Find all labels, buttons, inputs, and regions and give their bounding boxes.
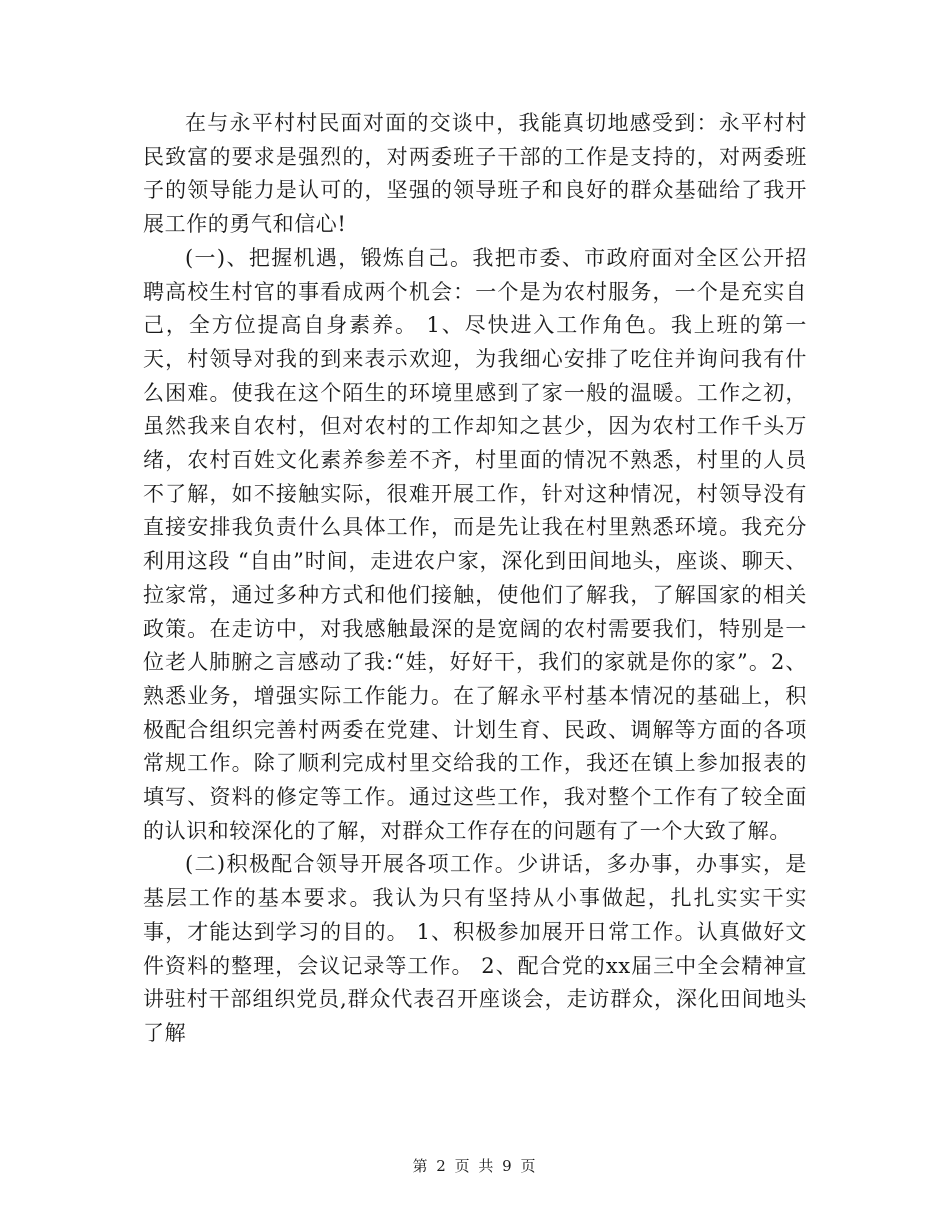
paragraph-2: (一)、把握机遇，锻炼自己。我把市委、市政府面对全区公开招聘高校生村官的事看成两个机会：一个是为农村服务，一个是充实自己，全方位提高自身素养。 1、尽快进入工作角色。我上班的第一天，村领导对我的到来表示欢迎，为我细心安排了吃住并询问我有什么困难。使我在这个陌生的环境里感到了家一般的温暖。工作之初，虽然我来自农村，但对农村的工作却知之甚少，因为农村工作千头万绪，农村百姓文化素养参差不齐，村里面的情况不熟悉，村里的人员不了解，如不接触实际，很难开展工作，针对这种情况，村领导没有直接安排我负责什么具体工作，而是先让我在村里熟悉环境。我充分利用这段 “自由”时间，走进农户家，深化到田间地头，座谈、聊天、拉家常，通过多种方式和他们接触，使他们了解我，了解国家的相关政策。在走访中，对我感触最深的是宽阔的农村需要我们，特别是一位老人肺腑之言感动了我:“娃，好好干，我们的家就是你的家”。2、熟悉业务，增强实际工作能力。在了解永平村基本情况的基础上，积极配合组织完善村两委在党建、计划生育、民政、调解等方面的各项常规工作。除了顺利完成村里交给我的工作，我还在镇上参加报表的填写、资料的修定等工作。通过这些工作，我对整个工作有了较全面的认识和较深化的了解，对群众工作存在的问题有了一个大致了解。 bbox=[143, 245, 807, 843]
document-body bbox=[143, 107, 807, 1051]
paragraph-3: (二)积极配合领导开展各项工作。少讲话，多办事，办事实，是基层工作的基本要求。我认为只有坚持从小事做起，扎扎实实干实事，才能达到学习的目的。 1、积极参加展开日常工作。认真做好文件资料的整理，会议记录等工作。 2、配合党的xx届三中全会精神宣讲驻村干部组织党员,群众代表召开座谈会，走访群众，深化田间地头了解 bbox=[143, 852, 807, 1045]
page-footer: 第 2 页 共 9 页 bbox=[412, 1157, 538, 1175]
paragraph-1: 在与永平村村民面对面的交谈中，我能真切地感受到：永平村村民致富的要求是强烈的，对两委班子干部的工作是支持的，对两委班子的领导能力是认可的，坚强的领导班子和良好的群众基础给了我开展工作的勇气和信心! bbox=[143, 111, 807, 237]
